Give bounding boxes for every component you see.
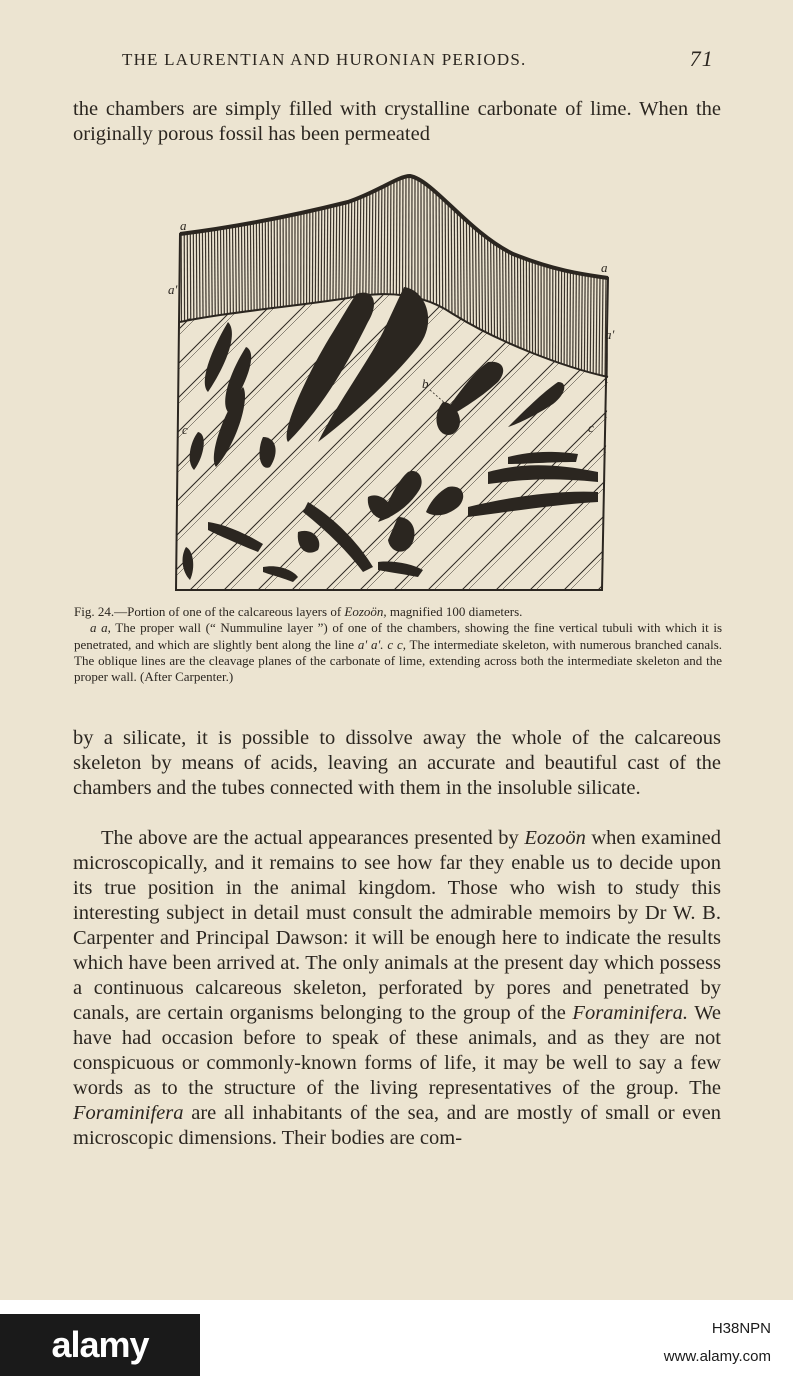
- p3-s4: are all inhabitants of the sea, and are mostly of small or even microscopic dimensions. Their bodies are com-: [73, 1102, 721, 1149]
- caption-lead: Fig. 24.—Portion of one of the calcareous layers of: [74, 604, 345, 619]
- paragraph-1: the chambers are simply filled with crystalline carbonate of lime. When the originally porous fossil has been permeated: [73, 98, 721, 145]
- tubulus-line: [558, 172, 559, 382]
- caption-aa-line: a' a'.: [357, 636, 384, 652]
- caption-cc-label: c c,: [387, 636, 406, 652]
- tubulus-line: [555, 172, 556, 382]
- label-a-prime-right: a': [605, 327, 615, 342]
- paragraph-3: [73, 826, 721, 1151]
- figure-eozoon-illustration: [168, 172, 616, 597]
- tubulus-line: [529, 172, 530, 382]
- image-id: H38NPN: [711, 1320, 771, 1337]
- figure-caption: [74, 604, 722, 685]
- caption-aa-text: The proper wall (“ Nummuline layer ”) of one of the chambers, showing the fine vertical tubuli with which it is penetrated, and which are slightly bent along the line: [74, 620, 723, 652]
- label-a-right: a: [601, 260, 608, 275]
- paragraph-2: by a silicate, it is possible to dissolve away the whole of the calcareous skeleton by means of acids, leaving an accurate and beautiful cast of the chambers and the tubes connected with them in the insoluble silicate.: [73, 727, 721, 799]
- label-a-prime-left: a': [168, 282, 178, 297]
- caption-aa-label: a a,: [90, 620, 111, 636]
- alamy-logo: alamy: [0, 1314, 200, 1376]
- site-url: www.alamy.com: [663, 1348, 771, 1365]
- page-number: 71: [689, 46, 714, 71]
- caption-lead-rest: magnified 100 diameters.: [386, 604, 523, 619]
- cleavage-line: [168, 272, 174, 592]
- p3-foraminifera-1: Foraminifera.: [572, 1002, 689, 1024]
- tubulus-line: [532, 172, 533, 382]
- p3-foraminifera-2: Foraminifera: [73, 1102, 184, 1124]
- label-c-left: c: [182, 422, 188, 437]
- running-title: THE LAURENTIAN AND HURONIAN PERIODS.: [122, 50, 527, 69]
- p3-s3: We have had occasion before to speak of these animals, and as they are not conspicuous or commonly-known forms of life, it may be well to say a few words as to the structure of the living representatives of the group. The: [73, 1002, 721, 1099]
- tubulus-line: [561, 172, 562, 382]
- caption-eozoon: Eozoön,: [344, 604, 387, 619]
- eozoon-engraving: [168, 172, 616, 597]
- p3-s1: The above are the actual appearances presented by: [101, 827, 525, 849]
- label-b: b: [422, 376, 429, 391]
- watermark-bar: [0, 1300, 793, 1390]
- p3-s2: when examined microscopically, and it remains to see how far they enable us to decide upon its true position in the animal kingdom. Those who wish to study this interesting subject in detail must consult the admirable memoirs by Dr W. B. Carpenter and Principal Dawson: it will be enough here to indicate the results which have been arrived at. The only animals at the present day which possess a continuous calcareous skeleton, perforated by pores and penetrated by canals, are certain organisms belonging to the group of the: [73, 827, 721, 1024]
- caption-cc-text: The intermediate skeleton, with numerous branched canals. The oblique lines are the cleavage planes of the carbonate of lime, extending across both the intermediate skeleton and the proper wall. (After Carpenter.): [74, 636, 723, 685]
- p3-eozoon: Eozoön: [524, 827, 586, 849]
- label-c-right: c: [588, 420, 594, 435]
- tubulus-line: [608, 172, 610, 382]
- label-a-left: a: [180, 218, 187, 233]
